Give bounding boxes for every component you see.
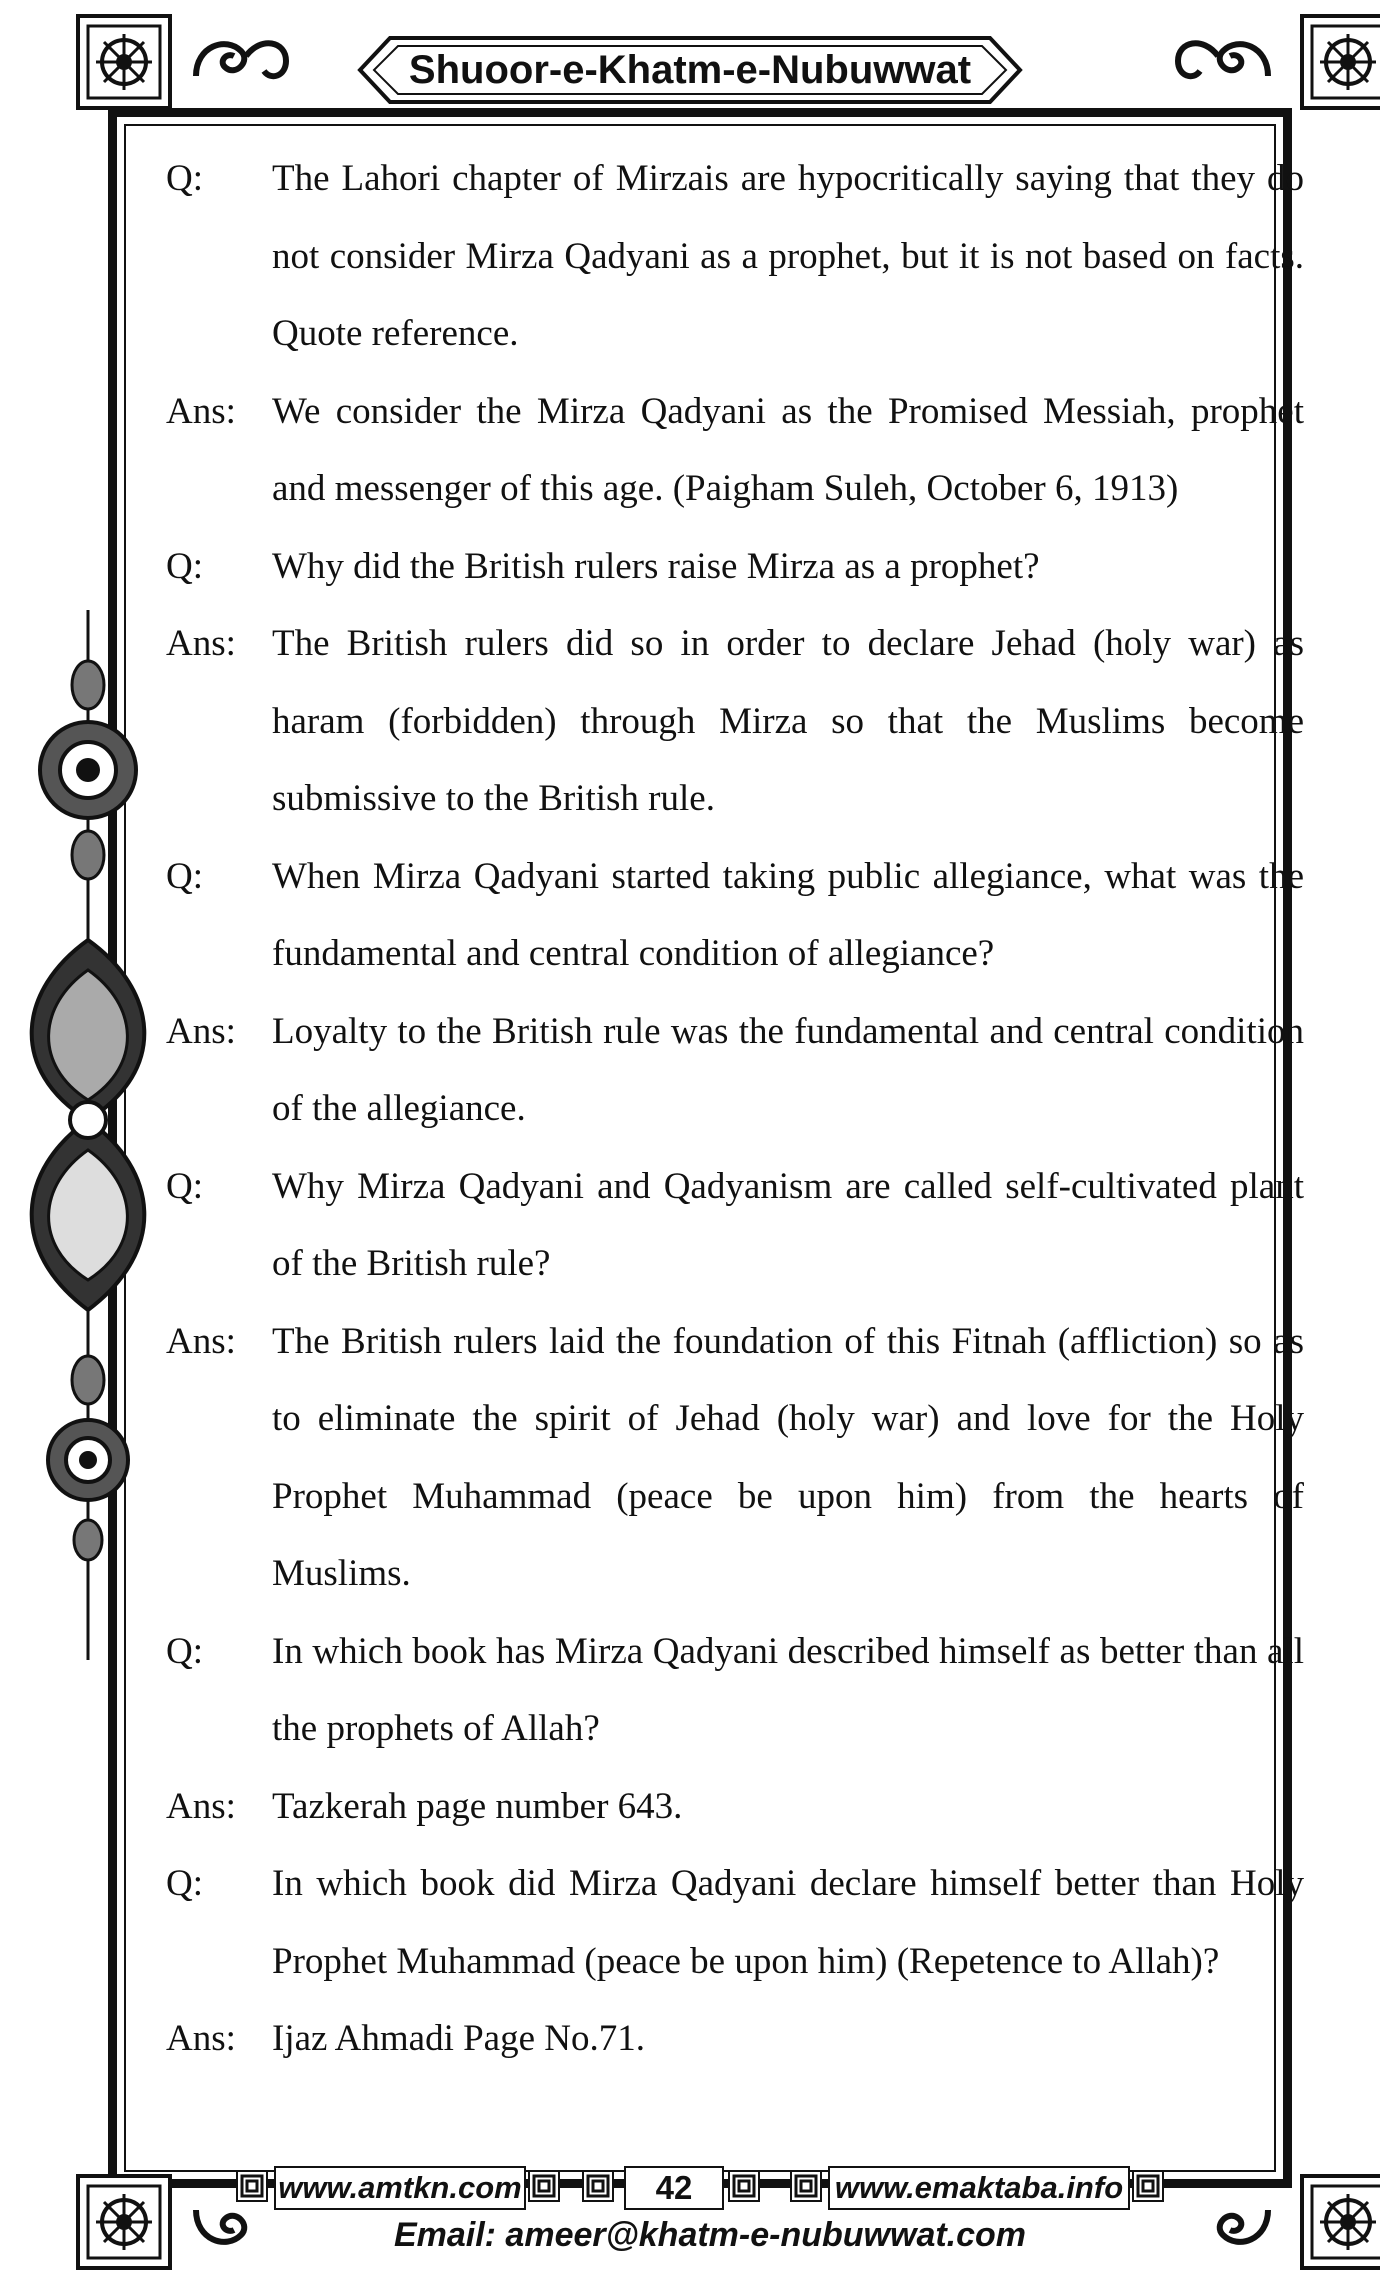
qa-label: Q: (166, 1863, 203, 1904)
page-number: 42 (624, 2166, 724, 2210)
answer-item (166, 993, 1326, 1148)
answer-item (166, 1768, 1326, 1846)
answer-item (166, 1303, 1326, 1613)
pattern-icon (1132, 2170, 1164, 2202)
answer-item (166, 373, 1326, 528)
scroll-ornament-icon (1168, 26, 1278, 96)
qa-text: Tazkerah page number 643. (272, 1785, 683, 1827)
qa-label: Q: (166, 1165, 203, 1207)
qa-text: We consider the Mirza Qadyani as the Promised Messiah, prophet and messenger of this age. (Paigham Suleh, October 6, 1913) (272, 390, 1304, 509)
qa-text: The British rulers did so in order to declare Jehad (holy war) as haram (forbidden) through Mirza so that the Muslims become submissive to the British rule. (272, 623, 1304, 819)
qa-label: Ans: (166, 1320, 236, 1362)
corner-ornament-icon (76, 14, 172, 110)
qa-text: Why did the British rulers raise Mirza as a prophet? (272, 545, 1040, 587)
header-banner (330, 30, 1050, 110)
pattern-icon (236, 2170, 268, 2202)
question-item (166, 1845, 1326, 2000)
website-link[interactable]: www.emaktaba.info (828, 2166, 1130, 2210)
qa-label: Ans: (166, 2018, 236, 2059)
corner-ornament-icon (1300, 14, 1380, 110)
qa-label: Q: (166, 158, 203, 199)
scroll-ornament-icon (186, 26, 296, 96)
side-ornament-icon (8, 610, 168, 1660)
qa-text: When Mirza Qadyani started taking public allegiance, what was the fundamental and central condition of allegiance? (272, 855, 1304, 974)
qa-content (166, 140, 1326, 2078)
answer-item (166, 2000, 1326, 2078)
pattern-icon (790, 2170, 822, 2202)
website-link[interactable]: www.amtkn.com (274, 2166, 526, 2210)
qa-label: Ans: (166, 390, 236, 432)
qa-label: Q: (166, 855, 203, 897)
qa-label: Ans: (166, 1785, 236, 1827)
qa-text: In which book has Mirza Qadyani described himself as better than all the prophets of Allah? (272, 1630, 1304, 1749)
footer (210, 2166, 1210, 2276)
page-title: Shuoor-e-Khatm-e-Nubuwwat (408, 47, 972, 92)
question-item (166, 838, 1326, 993)
pattern-icon (528, 2170, 560, 2202)
qa-text: The Lahori chapter of Mirzais are hypocritically saying that they do not consider Mirza Qadyani as a prophet, but it is not based on facts. Quote reference. (272, 158, 1304, 354)
qa-label: Ans: (166, 623, 236, 664)
qa-text: Loyalty to the British rule was the fundamental and central condition of the allegiance. (272, 1010, 1304, 1129)
qa-label: Ans: (166, 1010, 236, 1052)
contact-email[interactable]: Email: ameer@khatm-e-nubuwwat.com (393, 2216, 1027, 2254)
question-item (166, 1148, 1326, 1303)
question-item (166, 140, 1326, 373)
corner-ornament-icon (76, 2174, 172, 2270)
pattern-icon (728, 2170, 760, 2202)
pattern-icon (582, 2170, 614, 2202)
qa-label: Q: (166, 545, 203, 587)
qa-text: In which book did Mirza Qadyani declare himself better than Holy Prophet Muhammad (peace be upon him) (Repetence to Allah)? (272, 1863, 1304, 1982)
qa-text: Why Mirza Qadyani and Qadyanism are called self-cultivated plant of the British rule? (272, 1165, 1304, 1284)
question-item (166, 528, 1326, 606)
qa-label: Q: (166, 1630, 203, 1672)
question-item (166, 1613, 1326, 1768)
answer-item (166, 605, 1326, 838)
corner-ornament-icon (1300, 2174, 1380, 2270)
qa-text: Ijaz Ahmadi Page No.71. (272, 2018, 645, 2059)
qa-text: The British rulers laid the foundation of this Fitnah (affliction) so as to eliminate the spirit of Jehad (holy war) and love for the Holy Prophet Muhammad (peace be upon him) from the hearts of Muslims. (272, 1320, 1304, 1594)
